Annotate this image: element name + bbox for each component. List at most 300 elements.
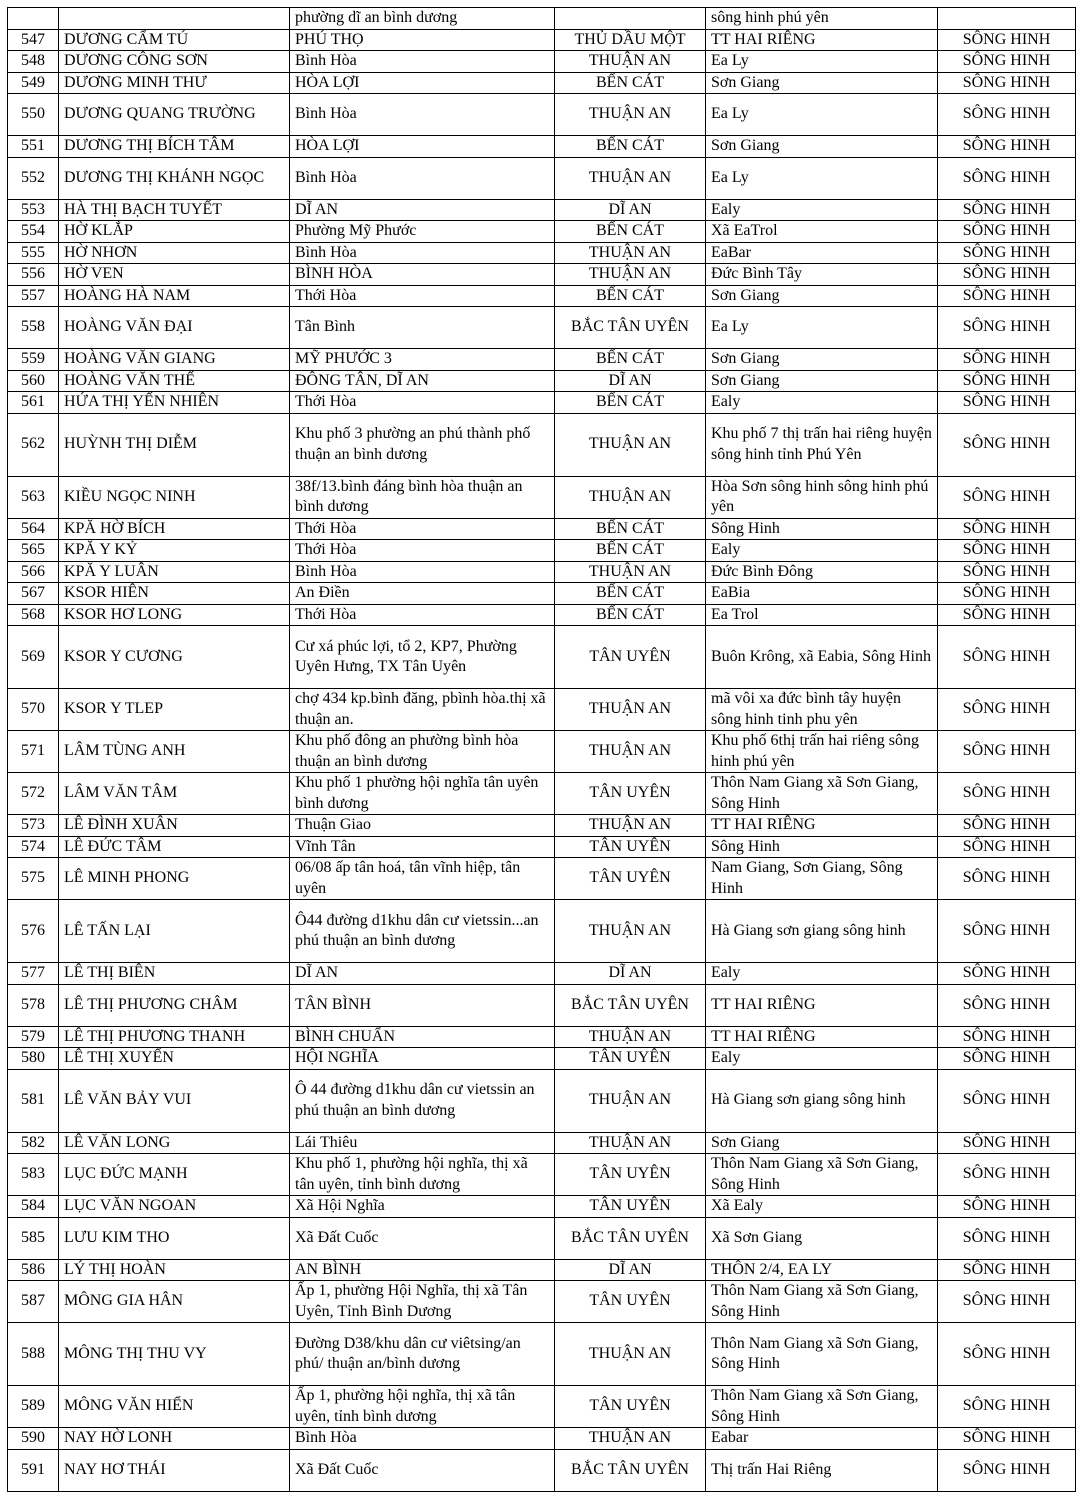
cell-name: HUỲNH THỊ DIỄM — [59, 413, 290, 476]
cell-home: Ea Trol — [706, 604, 938, 626]
cell-name: LÊ TẤN LẠI — [59, 900, 290, 963]
cell-name: LÊ ĐỨC TÂM — [59, 836, 290, 858]
table-row — [8, 8, 1076, 30]
table-row — [8, 963, 1076, 985]
table-row — [8, 349, 1076, 371]
cell-home-district: SÔNG HINH — [938, 518, 1076, 540]
cell-stt: 557 — [8, 285, 59, 307]
cell-home-district: SÔNG HINH — [938, 264, 1076, 286]
cell-district: BẾN CÁT — [555, 583, 706, 605]
cell-name: KIỀU NGỌC NINH — [59, 476, 290, 518]
cell-name: LÂM TÙNG ANH — [59, 731, 290, 773]
cell-home: Sơn Giang — [706, 72, 938, 94]
cell-name: HÀ THỊ BẠCH TUYẾT — [59, 199, 290, 221]
table-row — [8, 561, 1076, 583]
cell-district: BẮC TÂN UYÊN — [555, 307, 706, 349]
cell-stt: 571 — [8, 731, 59, 773]
cell-address: BÌNH CHUẨN — [290, 1026, 555, 1048]
cell-address: Đường D38/khu dân cư viêtsing/an phú/ thuận an/bình dương — [290, 1323, 555, 1386]
table-row — [8, 72, 1076, 94]
cell-home-district: SÔNG HINH — [938, 199, 1076, 221]
cell-home-district: SÔNG HINH — [938, 1449, 1076, 1491]
cell-address: Thuận Giao — [290, 815, 555, 837]
cell-name: DƯƠNG QUANG TRƯỜNG — [59, 94, 290, 136]
cell-address: Bình Hòa — [290, 157, 555, 199]
cell-district: THUẬN AN — [555, 900, 706, 963]
cell-home: Xã Sơn Giang — [706, 1217, 938, 1259]
cell-district — [555, 8, 706, 30]
cell-stt: 550 — [8, 94, 59, 136]
table-row — [8, 199, 1076, 221]
cell-home: sông hinh phú yên — [706, 8, 938, 30]
table-row — [8, 1259, 1076, 1281]
cell-name: HỜ VEN — [59, 264, 290, 286]
cell-address: Thới Hòa — [290, 518, 555, 540]
cell-name — [59, 8, 290, 30]
cell-home-district: SÔNG HINH — [938, 392, 1076, 414]
cell-stt: 570 — [8, 689, 59, 731]
cell-stt: 555 — [8, 242, 59, 264]
cell-district: THUẬN AN — [555, 1026, 706, 1048]
cell-name: DƯƠNG THỊ BÍCH TÂM — [59, 136, 290, 158]
cell-home: Đức Bình Tây — [706, 264, 938, 286]
cell-name: MÔNG VĂN HIỂN — [59, 1386, 290, 1428]
cell-district: THUẬN AN — [555, 689, 706, 731]
cell-home-district: SÔNG HINH — [938, 773, 1076, 815]
cell-address: MỸ PHƯỚC 3 — [290, 349, 555, 371]
table-row — [8, 285, 1076, 307]
table-row — [8, 94, 1076, 136]
cell-address: Bình Hòa — [290, 561, 555, 583]
cell-home: EaBia — [706, 583, 938, 605]
cell-home: Xã Ealy — [706, 1196, 938, 1218]
cell-home: Ea Ly — [706, 157, 938, 199]
cell-home: Sơn Giang — [706, 1132, 938, 1154]
cell-name: NAY HỜ LONH — [59, 1428, 290, 1450]
cell-name: LÊ VĂN LONG — [59, 1132, 290, 1154]
cell-district: THUẬN AN — [555, 1428, 706, 1450]
cell-address: BÌNH HÒA — [290, 264, 555, 286]
cell-stt: 547 — [8, 29, 59, 51]
cell-address: AN BÌNH — [290, 1259, 555, 1281]
cell-home: Hà Giang sơn giang sông hinh — [706, 1069, 938, 1132]
cell-district: TÂN UYÊN — [555, 626, 706, 689]
table-row — [8, 1217, 1076, 1259]
cell-stt: 584 — [8, 1196, 59, 1218]
cell-name: LƯU KIM THO — [59, 1217, 290, 1259]
cell-name: LÊ THỊ BIÊN — [59, 963, 290, 985]
cell-district: BẾN CÁT — [555, 604, 706, 626]
cell-address: Thới Hòa — [290, 540, 555, 562]
cell-home-district: SÔNG HINH — [938, 1132, 1076, 1154]
table-row — [8, 900, 1076, 963]
cell-home: THÔN 2/4, EA LY — [706, 1259, 938, 1281]
cell-stt: 548 — [8, 51, 59, 73]
cell-home-district: SÔNG HINH — [938, 242, 1076, 264]
cell-stt: 590 — [8, 1428, 59, 1450]
cell-home: TT HAI RIÊNG — [706, 815, 938, 837]
cell-home: Sông Hinh — [706, 836, 938, 858]
cell-name: DƯƠNG THỊ KHÁNH NGỌC — [59, 157, 290, 199]
table-row — [8, 689, 1076, 731]
cell-home-district: SÔNG HINH — [938, 604, 1076, 626]
cell-home: mã vôi xa đức bình tây huyện sông hinh tinh phu yên — [706, 689, 938, 731]
cell-address: Phường Mỹ Phước — [290, 221, 555, 243]
cell-stt: 574 — [8, 836, 59, 858]
cell-home-district: SÔNG HINH — [938, 157, 1076, 199]
cell-district: THUẬN AN — [555, 1069, 706, 1132]
cell-address: Bình Hòa — [290, 94, 555, 136]
cell-stt: 549 — [8, 72, 59, 94]
cell-home-district: SÔNG HINH — [938, 689, 1076, 731]
table-row — [8, 1069, 1076, 1132]
registration-table — [7, 7, 1076, 1492]
cell-home-district: SÔNG HINH — [938, 285, 1076, 307]
cell-home-district: SÔNG HINH — [938, 1259, 1076, 1281]
cell-district: THUẬN AN — [555, 264, 706, 286]
cell-district: BẾN CÁT — [555, 518, 706, 540]
cell-home-district: SÔNG HINH — [938, 815, 1076, 837]
table-row — [8, 1281, 1076, 1323]
cell-address: Khu phố 3 phường an phú thành phố thuận an bình dương — [290, 413, 555, 476]
cell-home-district: SÔNG HINH — [938, 963, 1076, 985]
table-row — [8, 1323, 1076, 1386]
cell-address: 06/08 ấp tân hoá, tân vĩnh hiệp, tân uyên — [290, 858, 555, 900]
cell-stt: 559 — [8, 349, 59, 371]
cell-stt: 564 — [8, 518, 59, 540]
table-row — [8, 518, 1076, 540]
cell-district: DĨ AN — [555, 199, 706, 221]
cell-name: KSOR HIÊN — [59, 583, 290, 605]
cell-name: HỜ KLẮP — [59, 221, 290, 243]
cell-name: KSOR HƠ LONG — [59, 604, 290, 626]
cell-home-district: SÔNG HINH — [938, 136, 1076, 158]
cell-district: THUẬN AN — [555, 1323, 706, 1386]
cell-address: Ô44 đường d1khu dân cư vietssin...an phú thuận an bình dương — [290, 900, 555, 963]
cell-address: Khu phố đông an phường bình hòa thuận an bình dương — [290, 731, 555, 773]
cell-home-district: SÔNG HINH — [938, 1069, 1076, 1132]
cell-home-district: SÔNG HINH — [938, 858, 1076, 900]
table-row — [8, 1132, 1076, 1154]
cell-address: Thới Hòa — [290, 392, 555, 414]
cell-address: Xã Đất Cuốc — [290, 1217, 555, 1259]
cell-address: HÒA LỢI — [290, 136, 555, 158]
cell-home: TT HAI RIÊNG — [706, 29, 938, 51]
cell-stt: 560 — [8, 370, 59, 392]
table-row — [8, 136, 1076, 158]
cell-address: phường dĩ an bình dương — [290, 8, 555, 30]
cell-home-district: SÔNG HINH — [938, 1281, 1076, 1323]
table-row — [8, 307, 1076, 349]
cell-name: MÔNG GIA HÂN — [59, 1281, 290, 1323]
cell-home-district: SÔNG HINH — [938, 540, 1076, 562]
table-row — [8, 29, 1076, 51]
cell-address: Ô 44 đường d1khu dân cư vietssin an phú thuận an bình dương — [290, 1069, 555, 1132]
table-row — [8, 370, 1076, 392]
cell-home: Thị trấn Hai Riêng — [706, 1449, 938, 1491]
cell-address: DĨ AN — [290, 963, 555, 985]
cell-stt: 577 — [8, 963, 59, 985]
cell-home-district: SÔNG HINH — [938, 984, 1076, 1026]
table-row — [8, 1026, 1076, 1048]
cell-stt: 553 — [8, 199, 59, 221]
cell-name: LỤC ĐỨC MẠNH — [59, 1154, 290, 1196]
cell-home-district: SÔNG HINH — [938, 900, 1076, 963]
table-body — [8, 8, 1076, 1492]
cell-home: Hà Giang sơn giang sông hinh — [706, 900, 938, 963]
cell-stt: 586 — [8, 1259, 59, 1281]
cell-district: TÂN UYÊN — [555, 1386, 706, 1428]
table-row — [8, 1449, 1076, 1491]
cell-home-district: SÔNG HINH — [938, 307, 1076, 349]
cell-stt: 589 — [8, 1386, 59, 1428]
cell-stt: 575 — [8, 858, 59, 900]
cell-name: LÊ ĐÌNH XUÂN — [59, 815, 290, 837]
cell-name: LÊ THỊ PHƯƠNG THANH — [59, 1026, 290, 1048]
table-row — [8, 984, 1076, 1026]
cell-stt: 565 — [8, 540, 59, 562]
cell-district: THUẬN AN — [555, 157, 706, 199]
cell-address: Xã Đất Cuốc — [290, 1449, 555, 1491]
table-row — [8, 264, 1076, 286]
cell-district: THUẬN AN — [555, 815, 706, 837]
cell-address: Bình Hòa — [290, 1428, 555, 1450]
table-row — [8, 51, 1076, 73]
table-row — [8, 858, 1076, 900]
cell-district: DĨ AN — [555, 1259, 706, 1281]
cell-address: Xã Hội Nghĩa — [290, 1196, 555, 1218]
cell-district: TÂN UYÊN — [555, 1196, 706, 1218]
table-row — [8, 1048, 1076, 1070]
cell-name: HOÀNG VĂN GIANG — [59, 349, 290, 371]
table-row — [8, 242, 1076, 264]
cell-home-district: SÔNG HINH — [938, 94, 1076, 136]
cell-name: LÂM VĂN TÂM — [59, 773, 290, 815]
cell-name: DƯƠNG MINH THƯ — [59, 72, 290, 94]
cell-stt: 568 — [8, 604, 59, 626]
cell-address: An Điền — [290, 583, 555, 605]
cell-district: THUẬN AN — [555, 1132, 706, 1154]
cell-stt: 551 — [8, 136, 59, 158]
cell-address: Tân Bình — [290, 307, 555, 349]
cell-home: Ea Ly — [706, 307, 938, 349]
cell-district: TÂN UYÊN — [555, 1281, 706, 1323]
cell-home-district: SÔNG HINH — [938, 29, 1076, 51]
cell-address: PHÚ THỌ — [290, 29, 555, 51]
cell-home: Khu phố 6thị trấn hai riêng sông hinh phú yên — [706, 731, 938, 773]
cell-district: TÂN UYÊN — [555, 858, 706, 900]
cell-district: THUẬN AN — [555, 51, 706, 73]
cell-district: BẮC TÂN UYÊN — [555, 984, 706, 1026]
cell-home: Xã EaTrol — [706, 221, 938, 243]
cell-home-district: SÔNG HINH — [938, 583, 1076, 605]
cell-home: Ealy — [706, 392, 938, 414]
cell-home: Sơn Giang — [706, 285, 938, 307]
cell-address: Khu phố 1, phường hội nghĩa, thị xã tân uyên, tỉnh bình dương — [290, 1154, 555, 1196]
cell-district: THUẬN AN — [555, 94, 706, 136]
cell-home: Ea Ly — [706, 51, 938, 73]
cell-name: DƯƠNG CÔNG SƠN — [59, 51, 290, 73]
table-row — [8, 583, 1076, 605]
cell-address: Ấp 1, phường hội nghĩa, thị xã tân uyên, tỉnh bình dương — [290, 1386, 555, 1428]
cell-district: DĨ AN — [555, 963, 706, 985]
table-row — [8, 476, 1076, 518]
cell-name: MÔNG THỊ THU VY — [59, 1323, 290, 1386]
cell-name: HỜ NHƠN — [59, 242, 290, 264]
cell-address: DĨ AN — [290, 199, 555, 221]
cell-district: TÂN UYÊN — [555, 773, 706, 815]
cell-district: BẾN CÁT — [555, 540, 706, 562]
cell-home: Ealy — [706, 1048, 938, 1070]
cell-district: BẮC TÂN UYÊN — [555, 1217, 706, 1259]
cell-home: EaBar — [706, 242, 938, 264]
cell-address: Ấp 1, phường Hội Nghĩa, thị xã Tân Uyên, Tỉnh Bình Dương — [290, 1281, 555, 1323]
cell-district: THỦ DẦU MỘT — [555, 29, 706, 51]
cell-home-district: SÔNG HINH — [938, 836, 1076, 858]
cell-stt: 579 — [8, 1026, 59, 1048]
cell-stt: 585 — [8, 1217, 59, 1259]
cell-address: TÂN BÌNH — [290, 984, 555, 1026]
table-row — [8, 626, 1076, 689]
cell-district: BẾN CÁT — [555, 285, 706, 307]
cell-name: NAY HƠ THÁI — [59, 1449, 290, 1491]
cell-district: THUẬN AN — [555, 413, 706, 476]
cell-address: 38f/13.bình đáng bình hòa thuận an bình dương — [290, 476, 555, 518]
table-row — [8, 731, 1076, 773]
cell-stt: 588 — [8, 1323, 59, 1386]
cell-district: TÂN UYÊN — [555, 1048, 706, 1070]
cell-address: Bình Hòa — [290, 51, 555, 73]
cell-home: TT HAI RIÊNG — [706, 984, 938, 1026]
cell-district: DĨ AN — [555, 370, 706, 392]
cell-home: Đức Bình Đông — [706, 561, 938, 583]
cell-stt: 591 — [8, 1449, 59, 1491]
cell-address: Thới Hòa — [290, 604, 555, 626]
cell-stt: 573 — [8, 815, 59, 837]
cell-stt: 556 — [8, 264, 59, 286]
cell-stt: 580 — [8, 1048, 59, 1070]
cell-name: KSOR Y CƯƠNG — [59, 626, 290, 689]
cell-stt: 554 — [8, 221, 59, 243]
cell-home-district: SÔNG HINH — [938, 370, 1076, 392]
cell-address: Vĩnh Tân — [290, 836, 555, 858]
cell-name: KPĂ HỜ BÍCH — [59, 518, 290, 540]
table-row — [8, 773, 1076, 815]
cell-address: Thới Hòa — [290, 285, 555, 307]
cell-home: Khu phố 7 thị trấn hai riêng huyện sông hinh tỉnh Phú Yên — [706, 413, 938, 476]
cell-stt: 552 — [8, 157, 59, 199]
cell-home: Thôn Nam Giang xã Sơn Giang, Sông Hinh — [706, 773, 938, 815]
cell-district: BẮC TÂN UYÊN — [555, 1449, 706, 1491]
cell-name: LÊ THỊ XUYẾN — [59, 1048, 290, 1070]
table-row — [8, 221, 1076, 243]
cell-address: chợ 434 kp.bình đăng, pbình hòa.thị xã thuận an. — [290, 689, 555, 731]
cell-name: HOÀNG HÀ NAM — [59, 285, 290, 307]
cell-home-district: SÔNG HINH — [938, 1026, 1076, 1048]
cell-district: THUẬN AN — [555, 561, 706, 583]
cell-name: DƯƠNG CẨM TÚ — [59, 29, 290, 51]
cell-home-district: SÔNG HINH — [938, 561, 1076, 583]
cell-home-district: SÔNG HINH — [938, 413, 1076, 476]
cell-home-district: SÔNG HINH — [938, 1386, 1076, 1428]
cell-home: Thôn Nam Giang xã Sơn Giang, Sông Hinh — [706, 1323, 938, 1386]
cell-name: HOÀNG VĂN ĐẠI — [59, 307, 290, 349]
cell-name: LÊ THỊ PHƯƠNG CHÂM — [59, 984, 290, 1026]
cell-stt: 572 — [8, 773, 59, 815]
table-row — [8, 1386, 1076, 1428]
cell-name: HỨA THỊ YẾN NHIÊN — [59, 392, 290, 414]
cell-home: Sông Hinh — [706, 518, 938, 540]
table-row — [8, 836, 1076, 858]
cell-home: Ealy — [706, 963, 938, 985]
cell-home: Thôn Nam Giang xã Sơn Giang, Sông Hinh — [706, 1154, 938, 1196]
cell-name: KSOR Y TLEP — [59, 689, 290, 731]
cell-stt: 587 — [8, 1281, 59, 1323]
cell-stt: 558 — [8, 307, 59, 349]
cell-home: Thôn Nam Giang xã Sơn Giang, Sông Hinh — [706, 1281, 938, 1323]
cell-home-district: SÔNG HINH — [938, 51, 1076, 73]
table-row — [8, 604, 1076, 626]
table-row — [8, 1154, 1076, 1196]
cell-address: HÒA LỢI — [290, 72, 555, 94]
cell-home: Eabar — [706, 1428, 938, 1450]
cell-address: Lái Thiêu — [290, 1132, 555, 1154]
cell-home: Sơn Giang — [706, 370, 938, 392]
cell-district: THUẬN AN — [555, 731, 706, 773]
cell-stt: 581 — [8, 1069, 59, 1132]
cell-home: Ealy — [706, 540, 938, 562]
cell-name: KPĂ Y KỶ — [59, 540, 290, 562]
cell-home: Sơn Giang — [706, 136, 938, 158]
cell-stt: 569 — [8, 626, 59, 689]
cell-name: KPĂ Y LUÂN — [59, 561, 290, 583]
cell-district: BẾN CÁT — [555, 392, 706, 414]
cell-name: LÝ THỊ HOÀN — [59, 1259, 290, 1281]
cell-home: Nam Giang, Sơn Giang, Sông Hinh — [706, 858, 938, 900]
cell-district: TÂN UYÊN — [555, 1154, 706, 1196]
cell-address: HỘI NGHĨA — [290, 1048, 555, 1070]
cell-name: LỤC VĂN NGOAN — [59, 1196, 290, 1218]
table-row — [8, 392, 1076, 414]
cell-home-district: SÔNG HINH — [938, 476, 1076, 518]
cell-home-district: SÔNG HINH — [938, 731, 1076, 773]
cell-stt: 567 — [8, 583, 59, 605]
cell-home: TT HAI RIÊNG — [706, 1026, 938, 1048]
cell-district: THUẬN AN — [555, 242, 706, 264]
table-row — [8, 1196, 1076, 1218]
cell-home-district: SÔNG HINH — [938, 72, 1076, 94]
cell-stt: 578 — [8, 984, 59, 1026]
cell-name: HOÀNG VĂN THẾ — [59, 370, 290, 392]
cell-home-district: SÔNG HINH — [938, 1217, 1076, 1259]
cell-address: ĐÔNG TÂN, DĨ AN — [290, 370, 555, 392]
cell-district: BẾN CÁT — [555, 72, 706, 94]
cell-home-district: SÔNG HINH — [938, 1323, 1076, 1386]
cell-stt — [8, 8, 59, 30]
cell-home: Sơn Giang — [706, 349, 938, 371]
cell-district: TÂN UYÊN — [555, 836, 706, 858]
cell-district: BẾN CÁT — [555, 221, 706, 243]
table-row — [8, 413, 1076, 476]
cell-stt: 562 — [8, 413, 59, 476]
cell-home: Ealy — [706, 199, 938, 221]
cell-district: BẾN CÁT — [555, 349, 706, 371]
cell-address: Cư xá phúc lợi, tổ 2, KP7, Phường Uyên Hưng, TX Tân Uyên — [290, 626, 555, 689]
cell-home: Hòa Sơn sông hinh sông hinh phú yên — [706, 476, 938, 518]
cell-district: THUẬN AN — [555, 476, 706, 518]
cell-home-district: SÔNG HINH — [938, 1196, 1076, 1218]
table-row — [8, 540, 1076, 562]
